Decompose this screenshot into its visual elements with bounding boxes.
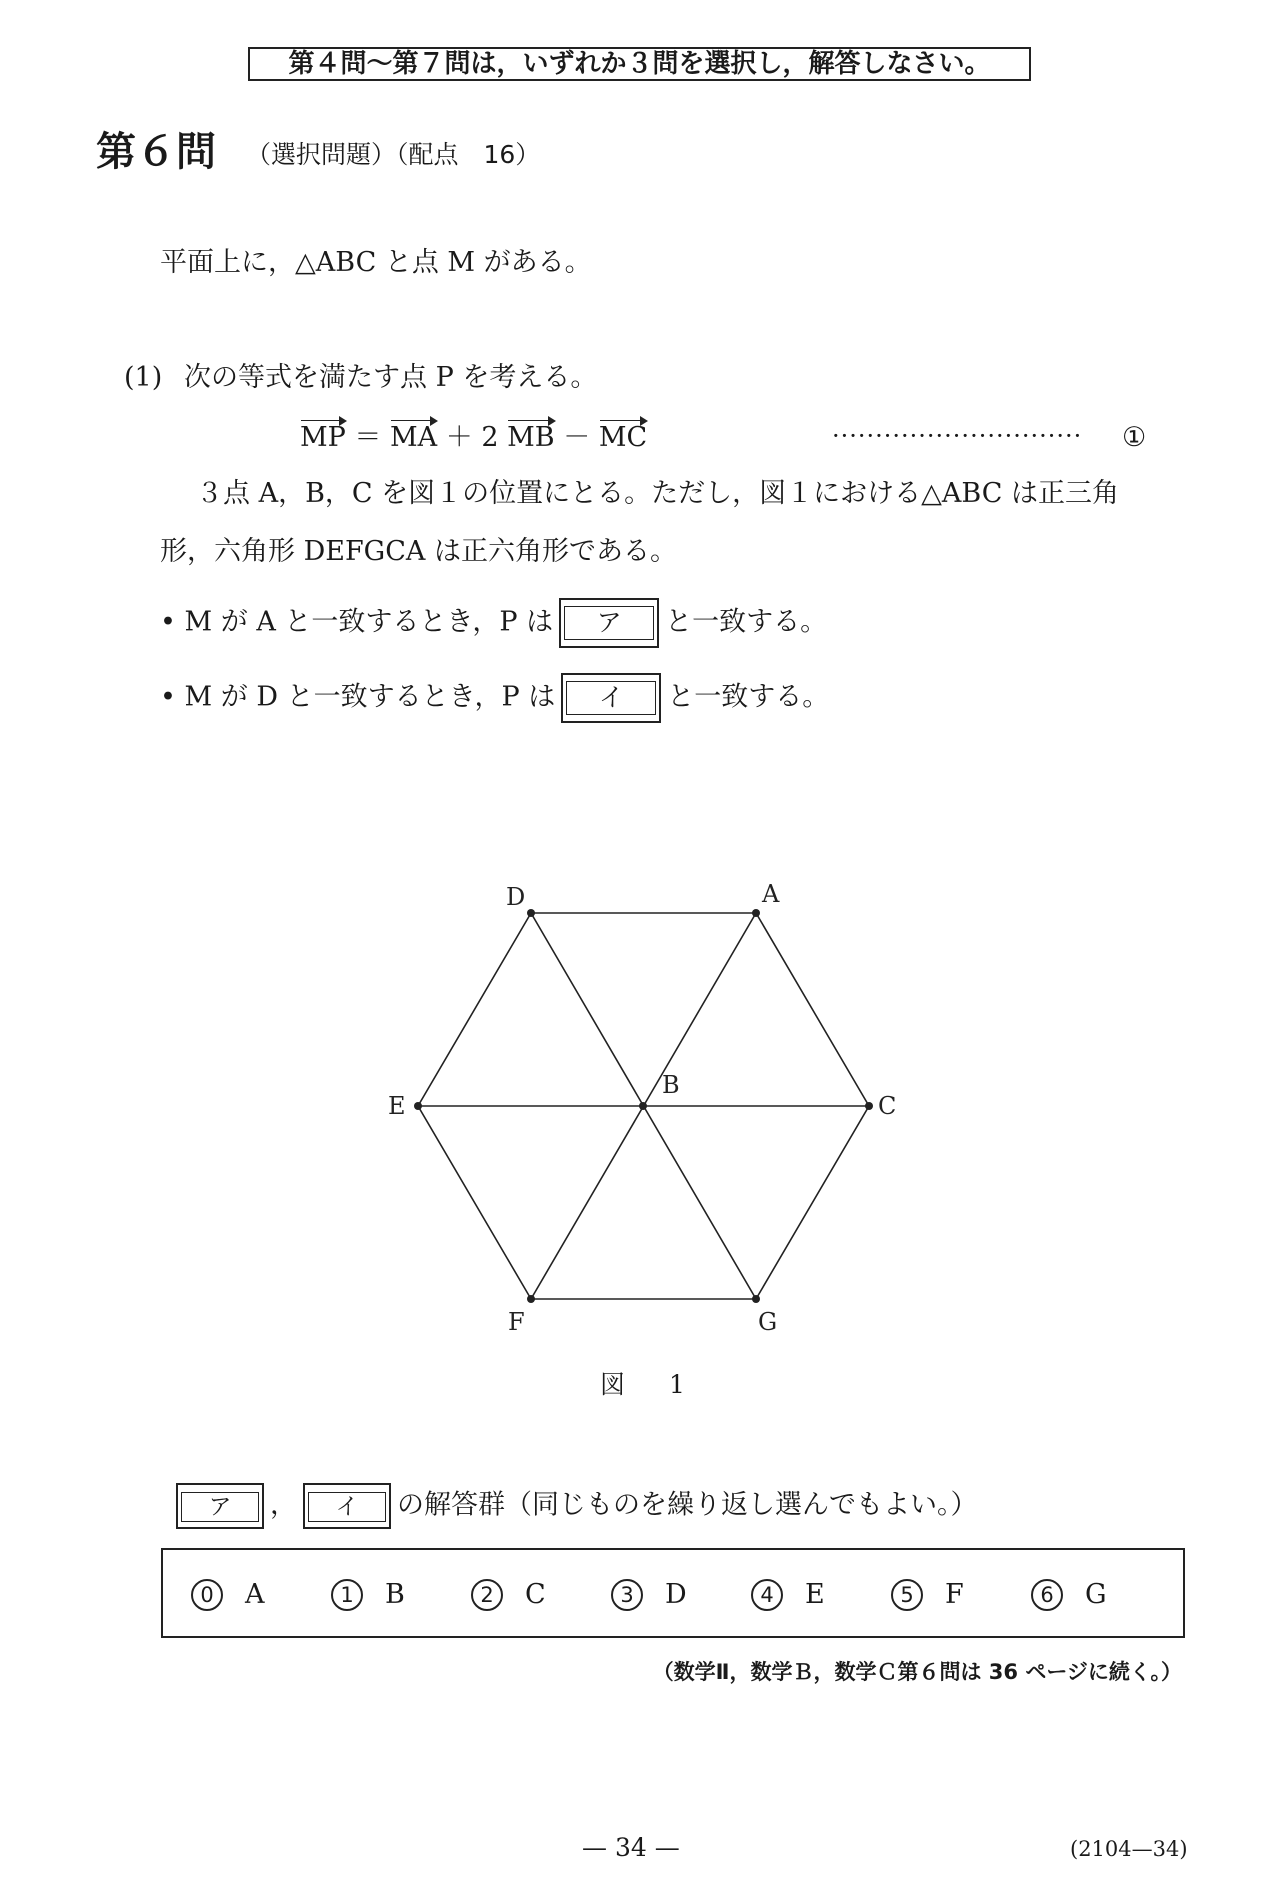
answer-box-i bbox=[561, 673, 661, 723]
choice-label: E bbox=[805, 1579, 825, 1610]
point-a bbox=[752, 909, 760, 917]
hexagon-figure bbox=[380, 870, 900, 1340]
page-code: (2104—34) bbox=[1070, 1837, 1188, 1861]
choice-box-a bbox=[176, 1483, 264, 1529]
bullet-item-2 bbox=[160, 673, 829, 723]
point-f bbox=[527, 1295, 535, 1303]
bullet-marker: • bbox=[160, 681, 176, 713]
label-a: A bbox=[762, 880, 780, 908]
bullet-1-text: M が A と一致するとき，P は bbox=[184, 606, 554, 638]
bullet-2-suffix: と一致する。 bbox=[667, 681, 830, 713]
part-label: (1) bbox=[124, 362, 163, 393]
setup-line-1: ３点 A，B，C を図１の位置にとる。ただし，図１における△ABC は正三角 bbox=[196, 478, 1120, 509]
label-f: F bbox=[508, 1308, 525, 1336]
minus-sign: － bbox=[563, 422, 591, 453]
point-c bbox=[865, 1102, 873, 1110]
choice-label: F bbox=[945, 1579, 964, 1610]
vector-equation bbox=[300, 418, 647, 458]
choice-item bbox=[611, 1578, 687, 1612]
label-b: B bbox=[662, 1071, 680, 1099]
point-e bbox=[414, 1102, 422, 1110]
choices-intro bbox=[170, 1483, 978, 1529]
choice-item bbox=[191, 1578, 265, 1612]
choice-label: A bbox=[245, 1579, 265, 1610]
figure-caption: 図 1 bbox=[600, 1370, 703, 1399]
choice-number: 4 bbox=[751, 1579, 783, 1611]
bullet-marker: • bbox=[160, 606, 176, 638]
equation-leader-dots: ····························· bbox=[832, 422, 1083, 450]
intro-text: 平面上に，△ABC と点 M がある。 bbox=[160, 247, 592, 278]
point-d bbox=[527, 909, 535, 917]
problem-number: 第６問 bbox=[96, 129, 216, 175]
page-number: — 34 — bbox=[582, 1833, 680, 1862]
choice-box-a-label: ア bbox=[181, 1492, 259, 1522]
choice-item bbox=[331, 1578, 405, 1612]
choice-label: D bbox=[665, 1579, 687, 1610]
vector-mc: MC bbox=[599, 418, 647, 458]
vector-mp: MP bbox=[300, 418, 346, 458]
label-c: C bbox=[878, 1092, 897, 1120]
choice-label: B bbox=[385, 1579, 405, 1610]
label-e: E bbox=[388, 1092, 406, 1120]
vector-mb: MB bbox=[507, 418, 555, 458]
continue-note: （数学Ⅱ，数学Ｂ，数学Ｃ第６問は 36 ページに続く。） bbox=[652, 1660, 1182, 1684]
equals-sign: ＝ bbox=[354, 422, 382, 453]
bullet-1-suffix: と一致する。 bbox=[665, 606, 828, 638]
choices-separator: ， bbox=[270, 1489, 297, 1521]
choice-box-i-label: イ bbox=[308, 1492, 386, 1522]
label-g: G bbox=[758, 1308, 778, 1336]
choice-number: 0 bbox=[191, 1579, 223, 1611]
point-b bbox=[639, 1102, 647, 1110]
choice-label: C bbox=[525, 1579, 546, 1610]
bullet-2-text: M が D と一致するとき，P は bbox=[184, 681, 556, 713]
choice-box-i bbox=[303, 1483, 391, 1529]
point-g bbox=[752, 1295, 760, 1303]
choice-number: 1 bbox=[331, 1579, 363, 1611]
problem-meta: （選択問題）（配点 16） bbox=[246, 140, 541, 169]
part-text: 次の等式を満たす点 P を考える。 bbox=[184, 362, 598, 393]
choice-number: 5 bbox=[891, 1579, 923, 1611]
answer-box-a-label: ア bbox=[564, 606, 654, 640]
choice-number: 3 bbox=[611, 1579, 643, 1611]
vector-ma: MA bbox=[390, 418, 437, 458]
choices-intro-text: の解答群（同じものを繰り返し選んでもよい。） bbox=[397, 1489, 978, 1521]
plus-two: ＋ 2 bbox=[445, 422, 499, 453]
choice-item bbox=[1031, 1578, 1107, 1612]
choice-label: G bbox=[1085, 1579, 1107, 1610]
choice-item bbox=[471, 1578, 546, 1612]
choice-number: 2 bbox=[471, 1579, 503, 1611]
choice-item bbox=[891, 1578, 964, 1612]
answer-box-a bbox=[559, 598, 659, 648]
instruction-box: 第４問～第７問は，いずれか３問を選択し，解答しなさい。 bbox=[248, 47, 1031, 81]
bullet-item-1 bbox=[160, 598, 827, 648]
setup-line-2: 形，六角形 DEFGCA は正六角形である。 bbox=[160, 536, 677, 567]
choice-number: 6 bbox=[1031, 1579, 1063, 1611]
choice-item bbox=[751, 1578, 825, 1612]
choices-box bbox=[161, 1548, 1185, 1638]
answer-box-i-label: イ bbox=[566, 681, 656, 715]
label-d: D bbox=[506, 883, 526, 911]
equation-number: ① bbox=[1122, 422, 1147, 453]
